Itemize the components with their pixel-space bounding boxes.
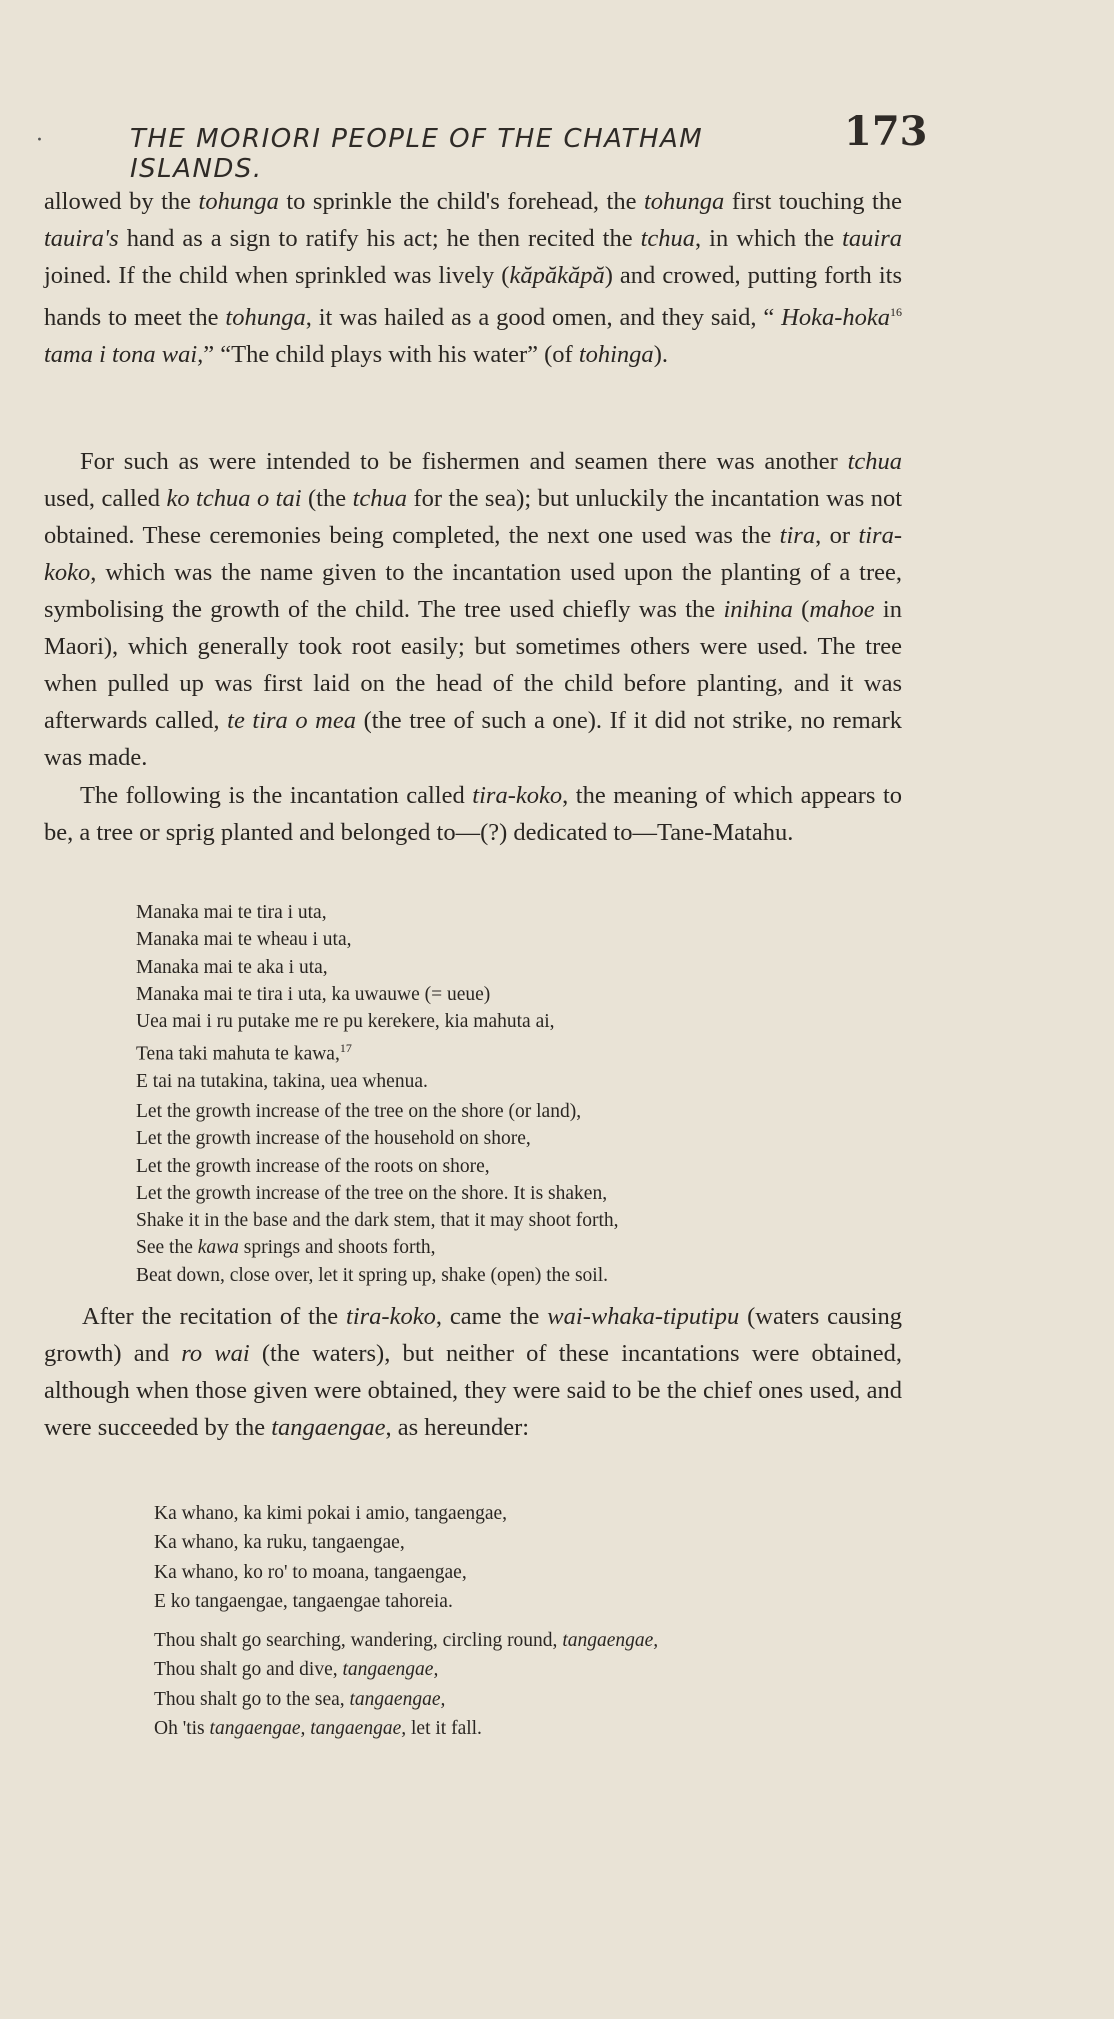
verse-line: Thou shalt go to the sea, tangaengae, xyxy=(154,1688,446,1710)
paragraph-2: For such as were intended to be fishermen and seamen there was another tchua used, called ko tchua o tai (the tchua for the sea); but unluckily the incantation was not obtained. These ceremonies being completed, the next one used was the tira, or tira-koko, which was the name given to the incantation used upon the planting of a tree, symbolising the growth of the child. The tree used chiefly was the inihina (mahoe in Maori), which generally took root easily; but sometimes others were used. The tree when pulled up was first laid on the head of the child before planting, and it was afterwards called, te tira o mea (the tree of such a one). If it did not strike, no remark was made. xyxy=(44,448,903,771)
verse-line: Let the growth increase of the roots on shore, xyxy=(136,1155,490,1177)
verse-line: E ko tangaengae, tangaengae tahoreia. xyxy=(154,1590,453,1612)
verse-line: Beat down, close over, let it spring up, shake (open) the soil. xyxy=(136,1264,608,1286)
tangaengae-translation xyxy=(154,1626,658,1743)
verse-line: E tai na tutakina, takina, uea whenua. xyxy=(136,1071,428,1093)
incantation-moriori xyxy=(136,899,555,1096)
verse-line: Thou shalt go searching, wandering, circling round, tangaengae, xyxy=(154,1630,659,1651)
margin-mark: · xyxy=(36,128,43,153)
incantation-translation xyxy=(136,1098,619,1289)
tangaengae-moriori xyxy=(154,1499,507,1616)
verse-line: Thou shalt go and dive, tangaengae, xyxy=(154,1659,439,1681)
verse-line: See the kawa springs and shoots forth, xyxy=(136,1237,436,1259)
verse-line: Manaka mai te tira i uta, ka uwauwe (= ueue) xyxy=(136,983,491,1005)
verse-line: Let the growth increase of the tree on the shore (or land), xyxy=(136,1101,582,1122)
verse-line: Manaka mai te tira i uta, xyxy=(136,902,327,923)
verse-line: Ka whano, ko ro' to moana, tangaengae, xyxy=(154,1561,467,1583)
verse-line: Manaka mai te aka i uta, xyxy=(136,956,328,978)
verse-line: Ka whano, ka kimi pokai i amio, tangaengae, xyxy=(154,1503,508,1524)
verse-line: Tena taki mahuta te kawa,$^{17}$ xyxy=(136,1041,352,1065)
verse-line: Let the growth increase of the tree on the shore. It is shaken, xyxy=(136,1182,608,1204)
verse-line: Shake it in the base and the dark stem, that it may shoot forth, xyxy=(136,1210,619,1232)
paragraph-3: The following is the incantation called tira-koko, the meaning of which appears to be, a tree or sprig planted and belonged to—(?) dedicated to—Tane-Matahu. xyxy=(44,782,902,846)
paragraph-4: After the recitation of the tira-koko, came the wai-whaka-tiputipu (waters causing growth) and ro wai (the waters), but neither of these incantations were obtained, although when those given were obtained, they were said to be the chief ones used, and were succeeded by the tangaengae, as hereunder: xyxy=(44,1303,902,1441)
footnote-ref-17: 17 xyxy=(339,1041,352,1056)
verse-line: Oh 'tis tangaengae, tangaengae, let it fall. xyxy=(154,1717,482,1739)
footnote-ref-16: 16 xyxy=(890,305,902,319)
verse-line: Let the growth increase of the household on shore, xyxy=(136,1128,531,1150)
verse-line: Ka whano, ka ruku, tangaengae, xyxy=(154,1532,405,1554)
verse-line: Uea mai i ru putake me re pu kerekere, kia mahuta ai, xyxy=(136,1011,555,1033)
page-number: 173 xyxy=(844,108,928,155)
paragraph-1: allowed by the tohunga to sprinkle the child's forehead, the tohunga first touching the tauira's hand as a sign to ratify his act; he then recited the tchua, in which the tauira joined. If the child when sprinkled was lively (kăpăkăpă) and crowed, putting forth its hands to meet the tohunga, it was hailed as a good omen, and they said, “ Hoka-hoka$^{16}$ tama i tona wai,” “The child plays with his water” (of tohinga). xyxy=(44,188,902,369)
running-header: THE MORIORI PEOPLE OF THE CHATHAM ISLANDS. xyxy=(130,124,704,184)
verse-line: Manaka mai te wheau i uta, xyxy=(136,929,352,951)
